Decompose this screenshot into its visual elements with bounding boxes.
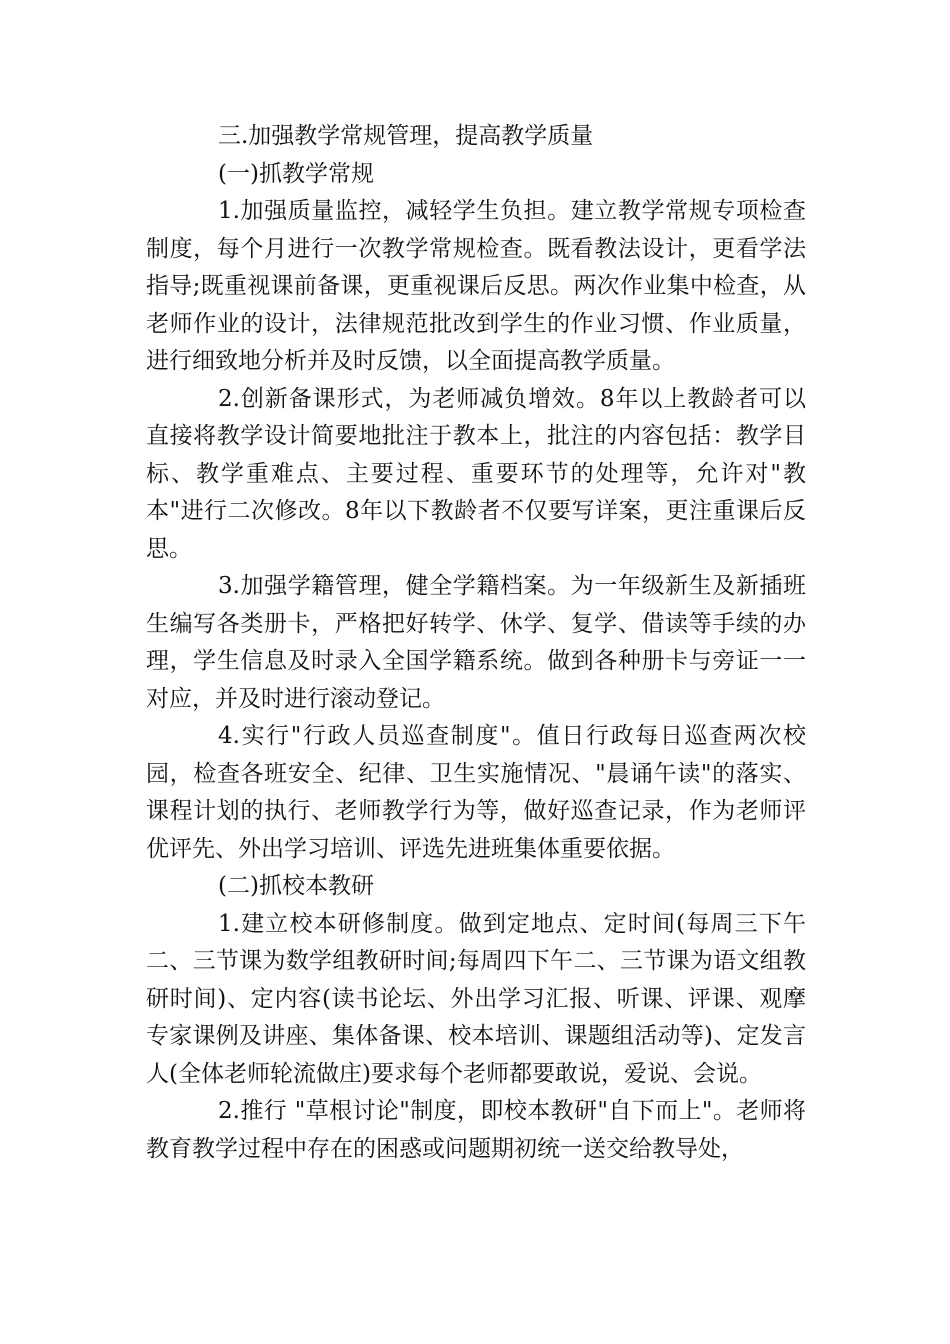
paragraph: 2.创新备课形式，为老师减负增效。8年以上教龄者可以直接将教学设计简要地批注于教本上，批注的内容包括：教学目标、教学重难点、主要过程、重要环节的处理等，允许对"教本"进行二次修改。8年以下教龄者不仅要写详案，更注重课后反思。: [146, 385, 806, 562]
section-title: 三.加强教学常规管理，提高教学质量: [218, 123, 594, 149]
document-page: [146, 118, 806, 1168]
paragraph: 1.加强质量监控，减轻学生负担。建立教学常规专项检查制度，每个月进行一次教学常规检查。既看教法设计，更看学法指导;既重视课前备课，更重视课后反思。两次作业集中检查，从老师作业的设计，法律规范批改到学生的作业习惯、作业质量，进行细致地分析并及时反馈，以全面提高教学质量。: [146, 198, 806, 374]
sub-heading-teaching-routine: (一)抓教学常规: [218, 160, 374, 187]
paragraph: 4.实行"行政人员巡查制度"。值日行政每日巡查两次校园，检查各班安全、纪律、卫生实施情况、"晨诵午读"的落实、课程计划的执行、老师教学行为等，做好巡查记录，作为老师评优评先、外出学习培训、评选先进班集体重要依据。: [146, 723, 806, 862]
sub-heading-school-research: (二)抓校本教研: [218, 873, 374, 899]
paragraph: 1.建立校本研修制度。做到定地点、定时间(每周三下午二、三节课为数学组教研时间;每周四下午二、三节课为语文组教研时间)、定内容(读书论坛、外出学习汇报、听课、评课、观摩专家课例及讲座、集体备课、校本培训、课题组活动等)、定发言人(全体老师轮流做庄)要求每个老师都要敢说，爱说、会说。: [146, 910, 806, 1087]
paragraph: 2.推行 "草根讨论"制度，即校本教研"自下而上"。老师将教育教学过程中存在的困惑或问题期初统一送交给教导处，: [146, 1098, 806, 1162]
paragraph: 3.加强学籍管理，健全学籍档案。为一年级新生及新插班生编写各类册卡，严格把好转学、休学、复学、借读等手续的办理，学生信息及时录入全国学籍系统。做到各种册卡与旁证一一对应，并及时进行滚动登记。: [146, 573, 806, 712]
